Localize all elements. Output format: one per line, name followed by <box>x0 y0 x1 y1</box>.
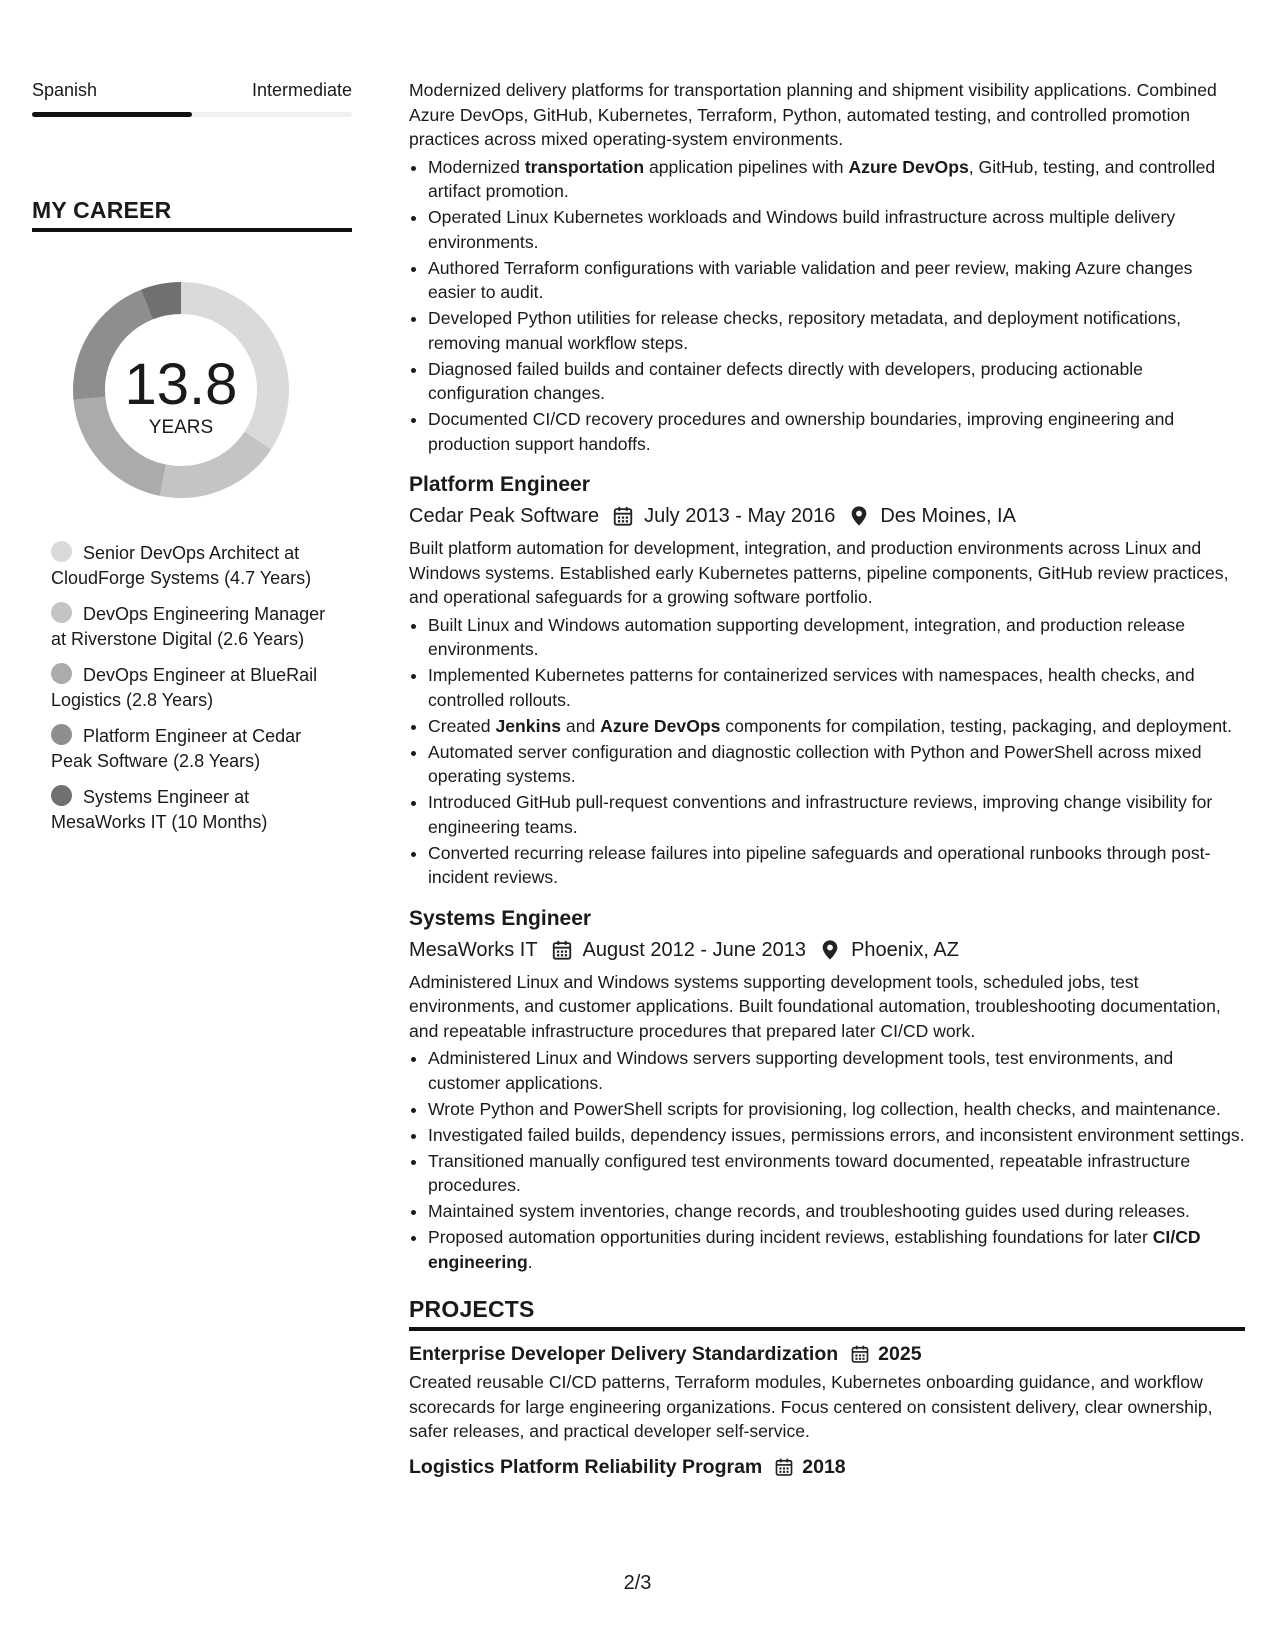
job-bullet: • Built Linux and Windows automation supporting development, integration, and production release environments. <box>428 613 1245 662</box>
job-bullet: • Wrote Python and PowerShell scripts for provisioning, log collection, health checks, and maintenance. <box>428 1097 1245 1122</box>
job-bullets <box>409 613 1245 890</box>
legend-item <box>51 663 341 712</box>
career-heading: MY CAREER <box>32 195 352 232</box>
job-bullet: • Investigated failed builds, dependency issues, permissions errors, and inconsistent environment settings. <box>428 1123 1245 1148</box>
legend-item <box>51 541 341 590</box>
experience-entry <box>409 472 1245 890</box>
calendar-icon <box>774 1457 794 1477</box>
language-level-fill <box>32 112 192 117</box>
left-column <box>32 78 352 846</box>
legend-dot <box>51 724 72 745</box>
job-bullet: • Transitioned manually configured test environments toward documented, repeatable infrastructure procedures. <box>428 1149 1245 1198</box>
job-bullet: • Administered Linux and Windows servers supporting development tools, test environments, and customer applications. <box>428 1046 1245 1095</box>
calendar-icon <box>612 505 634 527</box>
legend-item <box>51 724 341 773</box>
job-bullet: • Authored Terraform configurations with variable validation and peer review, making Azure changes easier to audit. <box>428 256 1245 305</box>
legend-label: Senior DevOps Architect at CloudForge Systems (4.7 Years) <box>51 543 312 588</box>
job-bullet: • Modernized transportation application pipelines with Azure DevOps, GitHub, testing, and controlled artifact promotion. <box>428 155 1245 204</box>
job-bullet: • Diagnosed failed builds and container defects directly with developers, producing actionable configuration changes. <box>428 357 1245 406</box>
job-bullet: • Operated Linux Kubernetes workloads and Windows build infrastructure across multiple delivery environments. <box>428 205 1245 254</box>
legend-label: Platform Engineer at Cedar Peak Software (2.8 Years) <box>51 726 302 771</box>
career-legend <box>51 541 341 834</box>
job-bullet: • Converted recurring release failures into pipeline safeguards and operational runbooks through post-incident reviews. <box>428 841 1245 890</box>
job-title: Platform Engineer <box>409 473 590 496</box>
experience-entry-continued <box>409 78 1245 456</box>
company-name: Cedar Peak Software <box>409 505 600 527</box>
job-summary: Administered Linux and Windows systems supporting development tools, scheduled jobs, test environments, and customer applications. Built foundational automation, troubleshooting documentation, and repeatable infrastructure procedures that prepared later CI/CD work. <box>409 971 1221 1041</box>
legend-item <box>51 602 341 651</box>
project-year: 2018 <box>802 1455 846 1478</box>
job-meta <box>409 503 1245 529</box>
map-pin-icon <box>848 505 870 527</box>
legend-item <box>51 785 341 834</box>
job-bullet: • Documented CI/CD recovery procedures and ownership boundaries, improving engineering and production support handoffs. <box>428 407 1245 456</box>
project-entry <box>409 1454 1245 1480</box>
job-bullet: • Automated server configuration and diagnostic collection with Python and PowerShell across mixed operating systems. <box>428 740 1245 789</box>
language-name: Spanish <box>32 80 98 100</box>
projects-heading: PROJECTS <box>409 1294 1245 1331</box>
job-bullet: • Created Jenkins and Azure DevOps components for compilation, testing, packaging, and deployment. <box>428 714 1245 739</box>
language-level-bar <box>32 112 352 117</box>
legend-dot <box>51 602 72 623</box>
job-dates: July 2013 - May 2016 <box>644 505 836 527</box>
legend-label: Systems Engineer at MesaWorks IT (10 Months) <box>51 787 268 832</box>
career-donut-chart <box>66 275 296 505</box>
project-entry <box>409 1341 1245 1444</box>
page-number: 2/3 <box>623 1572 652 1594</box>
job-bullet: • Implemented Kubernetes patterns for containerized services with namespaces, health checks, and controlled rollouts. <box>428 663 1245 712</box>
project-header <box>409 1341 1245 1367</box>
project-header <box>409 1454 1245 1480</box>
legend-dot <box>51 785 72 806</box>
legend-label: DevOps Engineer at BlueRail Logistics (2.8 Years) <box>51 665 318 710</box>
calendar-icon <box>551 939 573 961</box>
project-description: Created reusable CI/CD patterns, Terraform modules, Kubernetes onboarding guidance, and workflow scorecards for large engineering organizations. Focus centered on consistent delivery, clear ownership, safer releases, and practical developer self-service. <box>409 1372 1213 1441</box>
legend-dot <box>51 663 72 684</box>
job-bullet: • Proposed automation opportunities during incident reviews, establishing foundations for later CI/CD engineering. <box>428 1225 1245 1274</box>
language-row <box>32 78 352 102</box>
project-title: Logistics Platform Reliability Program <box>409 1455 763 1478</box>
project-title: Enterprise Developer Delivery Standardization <box>409 1343 839 1365</box>
job-bullet: • Maintained system inventories, change records, and troubleshooting guides used during releases. <box>428 1199 1245 1224</box>
legend-dot <box>51 541 72 562</box>
job-location: Phoenix, AZ <box>851 938 959 961</box>
calendar-icon <box>850 1344 870 1364</box>
career-total-unit: YEARS <box>148 417 214 438</box>
job-summary: Modernized delivery platforms for transportation planning and shipment visibility applications. Combined Azure DevOps, GitHub, Kubernetes, Terraform, Python, automated testing, and controlled promotion practices across mixed operating-system environments. <box>409 80 1217 149</box>
job-meta <box>409 937 1245 963</box>
career-total-years: 13.8 <box>124 352 238 417</box>
language-entry <box>32 78 352 117</box>
job-bullet: • Introduced GitHub pull-request conventions and infrastructure reviews, improving change visibility for engineering teams. <box>428 790 1245 839</box>
donut-segment-1 <box>163 440 258 482</box>
company-name: MesaWorks IT <box>409 938 538 961</box>
right-column <box>409 78 1245 1480</box>
job-bullets <box>409 155 1245 457</box>
job-dates: August 2012 - June 2013 <box>582 938 807 961</box>
job-location: Des Moines, IA <box>880 505 1016 527</box>
legend-label: DevOps Engineering Manager at Riverstone Digital (2.6 Years) <box>51 604 326 649</box>
experience-entry <box>409 906 1245 1275</box>
map-pin-icon <box>819 939 841 961</box>
job-title: Systems Engineer <box>409 906 592 930</box>
job-summary: Built platform automation for development, integration, and production environments across Linux and Windows systems. Established early Kubernetes patterns, pipeline components, GitHub review practices, and operational safeguards for a growing software portfolio. <box>409 538 1229 607</box>
job-bullet: • Developed Python utilities for release checks, repository metadata, and deployment notifications, removing manual workflow steps. <box>428 306 1245 355</box>
job-bullets <box>409 1046 1245 1274</box>
donut-center <box>66 275 296 439</box>
project-year: 2025 <box>878 1343 922 1365</box>
language-level: Intermediate <box>251 80 352 100</box>
